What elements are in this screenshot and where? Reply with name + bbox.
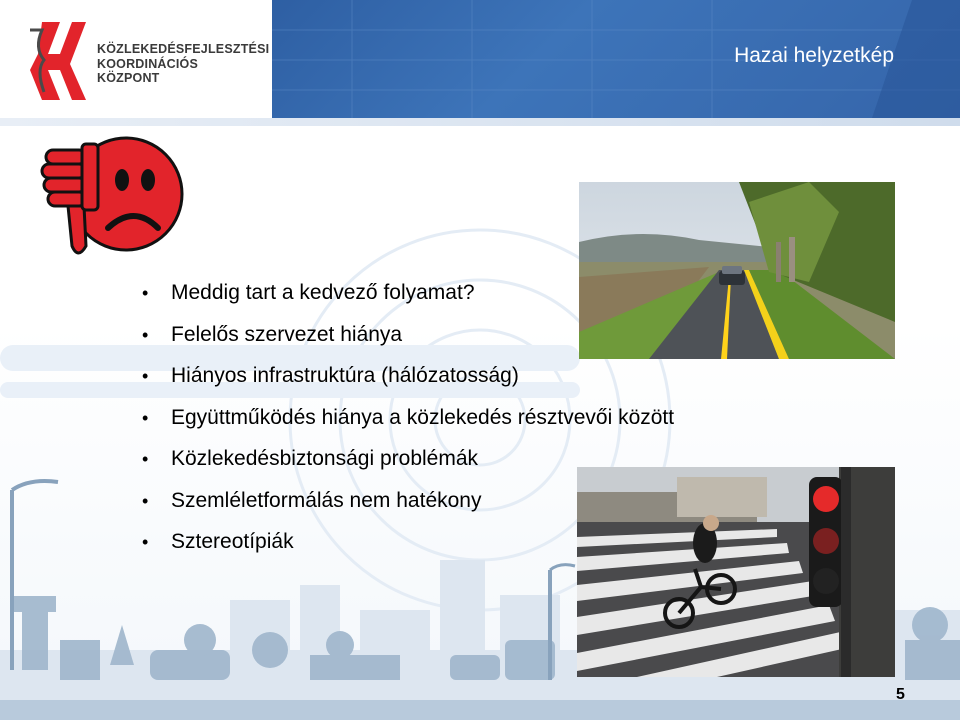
bullet-text: Sztereotípiák bbox=[171, 530, 294, 553]
logo-line-3: KÖZPONT bbox=[97, 71, 160, 85]
bullet-text: Meddig tart a kedvező folyamat? bbox=[171, 281, 475, 304]
bike-lane-photo bbox=[579, 182, 895, 359]
logo-line-1: KÖZLEKEDÉSFEJLESZTÉSI bbox=[97, 42, 270, 56]
bullet-text: Hiányos infrastruktúra (hálózatosság) bbox=[171, 364, 519, 387]
thumbs-down-sad-face-icon bbox=[38, 128, 188, 268]
bullet-dot: • bbox=[142, 283, 149, 303]
bullet-text: Szemléletformálás nem hatékony bbox=[171, 488, 482, 512]
crosswalk-image bbox=[577, 467, 895, 677]
logo-text bbox=[97, 42, 269, 86]
logo-line-2: KOORDINÁCIÓS bbox=[97, 56, 199, 71]
header-underband bbox=[0, 118, 960, 126]
logo-area bbox=[0, 0, 272, 118]
crosswalk-cyclist-photo bbox=[577, 467, 895, 677]
bullet-item bbox=[140, 405, 674, 447]
bullet-dot: • bbox=[142, 449, 149, 469]
page-number: 5 bbox=[896, 686, 905, 703]
bullet-dot: • bbox=[142, 532, 149, 552]
bullet-dot: • bbox=[142, 407, 149, 428]
bullet-item bbox=[140, 363, 674, 405]
header-band bbox=[272, 0, 960, 118]
bullet-dot: • bbox=[142, 366, 149, 386]
bullet-text: Felelős szervezet hiánya bbox=[171, 322, 403, 346]
bullet-text: Együttműködés hiánya a közlekedés résztvevői között bbox=[171, 405, 675, 429]
bike-lane-image bbox=[579, 182, 895, 359]
bullet-dot: • bbox=[142, 490, 149, 511]
slide-title: Hazai helyzetkép bbox=[734, 44, 894, 67]
bullet-text: Közlekedésbiztonsági problémák bbox=[171, 447, 479, 470]
bullet-dot: • bbox=[142, 324, 149, 345]
